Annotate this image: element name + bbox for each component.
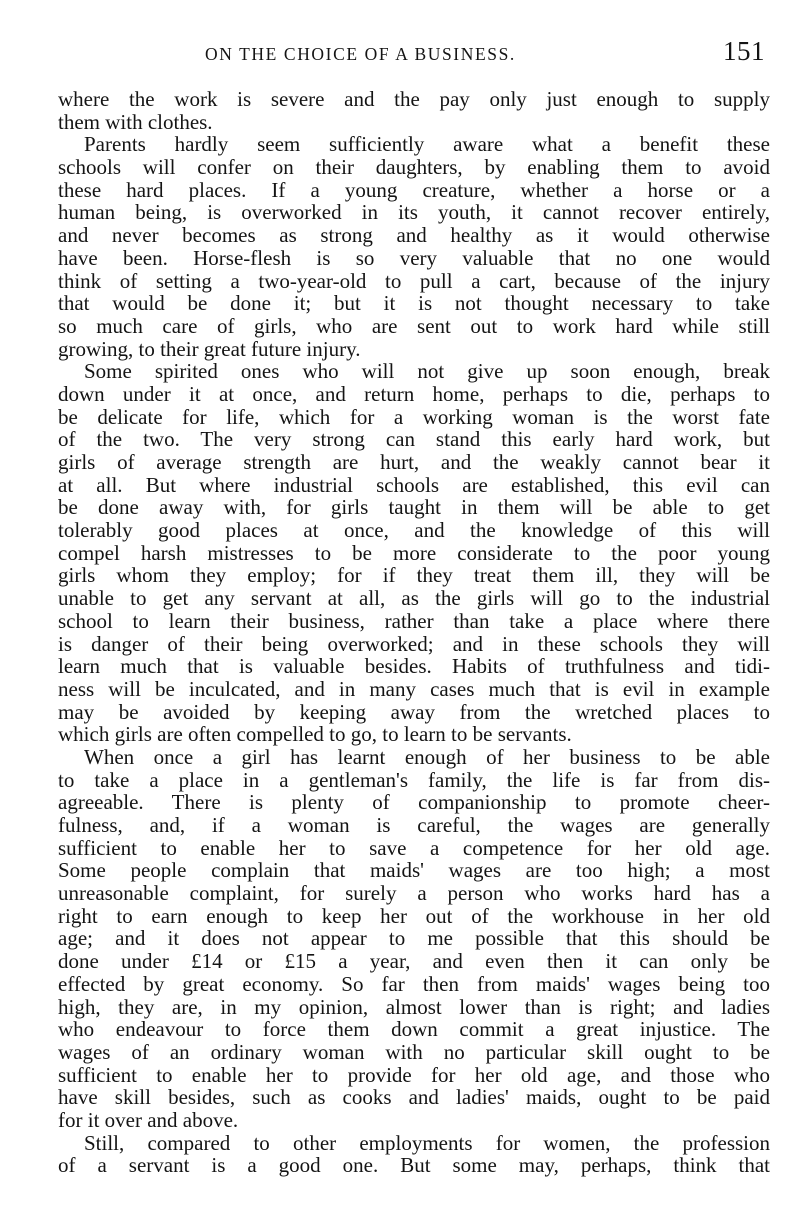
text-line: age; and it does not appear to me possible that this should be — [58, 926, 770, 951]
text-line: be done away with, for girls taught in them will be able to get — [58, 495, 770, 520]
text-line: sufficient to enable her to save a competence for her old age. — [58, 835, 770, 860]
text-line: compel harsh mistresses to be more considerate to the poor young — [58, 540, 770, 565]
text-line: learn much that is valuable besides. Habits of truthfulness and tidi- — [58, 654, 770, 679]
text-line: growing, to their great future injury. — [58, 336, 361, 361]
text-line: girls whom they employ; for if they treat them ill, they will be — [58, 563, 770, 588]
text-line: for it over and above. — [58, 1107, 239, 1132]
text-line: at all. But where industrial schools are established, this evil can — [58, 472, 770, 497]
text-line: human being, is overworked in its youth, it cannot recover entirely, — [58, 200, 770, 225]
text-line: think of setting a two-year-old to pull a cart, because of the injury — [58, 268, 770, 293]
text-line: is danger of their being overworked; and in these schools they will — [58, 631, 770, 656]
text-line: sufficient to enable her to provide for her old age, and those who — [58, 1062, 770, 1087]
text-line: may be avoided by keeping away from the wretched places to — [58, 699, 770, 724]
text-line: of the two. The very strong can stand this early hard work, but — [58, 427, 770, 452]
text-line: them with clothes. — [58, 109, 213, 134]
text-line: Parents hardly seem sufficiently aware what a benefit these — [84, 132, 770, 157]
body-text — [58, 88, 770, 1177]
text-line: that would be done it; but it is not thought necessary to take — [58, 291, 770, 316]
text-line: of a servant is a good one. But some may, perhaps, think that — [58, 1153, 770, 1178]
text-line: have been. Horse-flesh is so very valuable that no one would — [58, 245, 770, 270]
text-line: be delicate for life, which for a working woman is the worst fate — [58, 404, 770, 429]
text-line: Some people complain that maids' wages are too high; a most — [58, 858, 770, 883]
text-line: unreasonable complaint, for surely a person who works hard has a — [58, 881, 770, 906]
text-line: done under £14 or £15 a year, and even then it can only be — [58, 949, 770, 974]
text-line: wages of an ordinary woman with no particular skill ought to be — [58, 1039, 770, 1064]
text-line: agreeable. There is plenty of companionship to promote cheer- — [58, 790, 770, 815]
text-line: who endeavour to force them down commit a great injustice. The — [58, 1017, 770, 1042]
text-line: high, they are, in my opinion, almost lower than is right; and ladies — [58, 994, 770, 1019]
text-line: to take a place in a gentleman's family, the life is far from dis- — [58, 767, 770, 792]
text-line: ness will be inculcated, and in many cases much that is evil in example — [58, 676, 770, 701]
text-line: effected by great economy. So far then from maids' wages being too — [58, 971, 770, 996]
text-line: these hard places. If a young creature, whether a horse or a — [58, 177, 770, 202]
text-line: right to earn enough to keep her out of the workhouse in her old — [58, 903, 770, 928]
text-line: have skill besides, such as cooks and ladies' maids, ought to be paid — [58, 1085, 770, 1110]
text-line: schools will confer on their daughters, by enabling them to avoid — [58, 155, 770, 180]
page-number: 151 — [723, 36, 765, 66]
text-line: so much care of girls, who are sent out to work hard while still — [58, 313, 770, 338]
text-line: fulness, and, if a woman is careful, the wages are generally — [58, 813, 770, 837]
text-line: Still, compared to other employments for women, the profession — [84, 1130, 770, 1155]
text-line: down under it at once, and return home, perhaps to die, perhaps to — [58, 381, 770, 406]
text-line: When once a girl has learnt enough of her business to be able — [84, 744, 770, 769]
text-line: where the work is severe and the pay only just enough to supply — [58, 87, 770, 111]
text-line: and never becomes as strong and healthy as it would otherwise — [58, 223, 770, 248]
running-head — [0, 36, 807, 74]
text-line: tolerably good places at once, and the knowledge of this will — [58, 518, 770, 543]
text-line: Some spirited ones who will not give up soon enough, break — [84, 359, 770, 384]
text-line: which girls are often compelled to go, to learn to be servants. — [58, 722, 572, 747]
text-line: unable to get any servant at all, as the girls will go to the industrial — [58, 586, 770, 611]
text-line: school to learn their business, rather than take a place where there — [58, 608, 770, 633]
text-line: girls of average strength are hurt, and the weakly cannot bear it — [58, 450, 770, 474]
running-title: ON THE CHOICE OF A BUSINESS. — [205, 44, 516, 64]
